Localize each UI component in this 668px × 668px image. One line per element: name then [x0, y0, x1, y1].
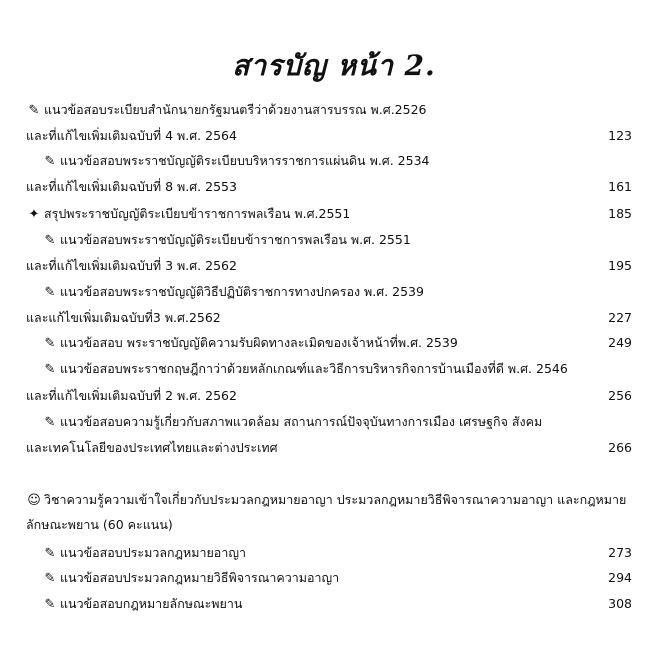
toc-entry-text: แนวข้อสอบพระราชกฤษฎีกาว่าด้วยหลักเกณฑ์และวิธีการบริหารกิจการบ้านเมืองที่ดี พ.ศ. 2546 [60, 361, 568, 376]
toc-page-number: 185 [608, 206, 632, 221]
toc-entry-text: และที่แก้ไขเพิ่มเติมฉบับที่ 3 พ.ศ. 2562 [26, 258, 237, 273]
toc-entry [26, 307, 632, 329]
toc-entry-text: และที่แก้ไขเพิ่มเติมฉบับที่ 4 พ.ศ. 2564 [26, 128, 237, 143]
toc-entry-text: แนวข้อสอบพระราชบัญญัติระเบียบบริหารราชการแผ่นดิน พ.ศ. 2534 [60, 153, 430, 168]
toc-entry [26, 125, 632, 147]
toc-page-number: 256 [608, 388, 632, 403]
toc-entry [26, 99, 632, 121]
toc-entry [42, 593, 632, 615]
toc-page-number: 227 [608, 310, 632, 325]
toc-page-number: 195 [608, 258, 632, 273]
page-title: สารบัญ หน้า 2. [232, 49, 436, 82]
star-icon: ✦ [28, 207, 40, 222]
toc-entry-text: แนวข้อสอบ พระราชบัญญัติความรับผิดทางละเมิดของเจ้าหน้าที่พ.ศ. 2539 [60, 335, 458, 350]
toc-entry-text: แนวข้อสอบระเบียบสำนักนายกรัฐมนตรีว่าด้วยงานสารบรรณ พ.ศ.2526 [44, 102, 427, 117]
toc-entry-text: แนวข้อสอบพระราชบัญญัติระเบียบข้าราชการพลเรือน พ.ศ. 2551 [60, 232, 411, 247]
toc-entry [26, 437, 632, 459]
toc-entry [42, 411, 632, 433]
pen-icon: ✎ [28, 103, 40, 118]
section-heading [26, 488, 632, 537]
toc-entry [26, 385, 632, 407]
toc-entry [42, 229, 632, 251]
pen-icon: ✎ [44, 233, 56, 248]
toc-page-number: 123 [608, 128, 632, 143]
pen-icon: ✎ [44, 285, 56, 300]
toc-page-number: 266 [608, 440, 632, 455]
toc-entry [42, 567, 632, 589]
toc-page-number: 294 [608, 570, 632, 585]
toc-entry [42, 281, 632, 303]
toc-entry-text: และเทคโนโลยีของประเทศไทยและต่างประเทศ [26, 440, 278, 455]
pen-icon: ✎ [44, 415, 56, 430]
toc-page-number: 249 [608, 335, 632, 350]
toc-entry [42, 542, 632, 564]
smiley-icon: ☺ [27, 493, 41, 508]
toc-page-number: 273 [608, 545, 632, 560]
toc-entry-text: และที่แก้ไขเพิ่มเติมฉบับที่ 2 พ.ศ. 2562 [26, 388, 237, 403]
pen-icon: ✎ [44, 154, 56, 169]
toc-page-number: 308 [608, 596, 632, 611]
toc-entry-text: แนวข้อสอบพระราชบัญญัติวิธีปฏิบัติราชการทางปกครอง พ.ศ. 2539 [60, 284, 424, 299]
toc-entry-text: และที่แก้ไขเพิ่มเติมฉบับที่ 8 พ.ศ. 2553 [26, 179, 237, 194]
section-heading-line2: ลักษณะพยาน (60 คะแนน) [26, 517, 173, 532]
pen-icon: ✎ [44, 571, 56, 586]
pen-icon: ✎ [44, 597, 56, 612]
toc-entry [26, 255, 632, 277]
toc-entry [26, 176, 632, 198]
toc-entry [42, 358, 632, 380]
pen-icon: ✎ [44, 362, 56, 377]
toc-entry-text: สรุปพระราชบัญญัติระเบียบข้าราชการพลเรือน พ.ศ.2551 [44, 206, 351, 221]
toc-entry [42, 150, 632, 172]
toc-page-number: 161 [608, 179, 632, 194]
toc-entry [42, 332, 632, 354]
section-heading-line1: วิชาความรู้ความเข้าใจเกี่ยวกับประมวลกฎหมายอาญา ประมวลกฎหมายวิธีพิจารณาความอาญา และกฎหมาย [44, 492, 627, 507]
toc-entry [26, 203, 632, 225]
pen-icon: ✎ [44, 546, 56, 561]
toc-entry-text: แนวข้อสอบประมวลกฎหมายอาญา [60, 545, 247, 560]
toc-entry-text: แนวข้อสอบความรู้เกี่ยวกับสภาพแวดล้อม สถานการณ์ปัจจุบันทางการเมือง เศรษฐกิจ สังคม [60, 414, 543, 429]
toc-entry-text: แนวข้อสอบประมวลกฎหมายวิธีพิจารณาความอาญา [60, 570, 340, 585]
toc-entry-text: และแก้ไขเพิ่มเติมฉบับที่3 พ.ศ.2562 [26, 310, 221, 325]
pen-icon: ✎ [44, 336, 56, 351]
toc-entry-text: แนวข้อสอบกฎหมายลักษณะพยาน [60, 596, 243, 611]
